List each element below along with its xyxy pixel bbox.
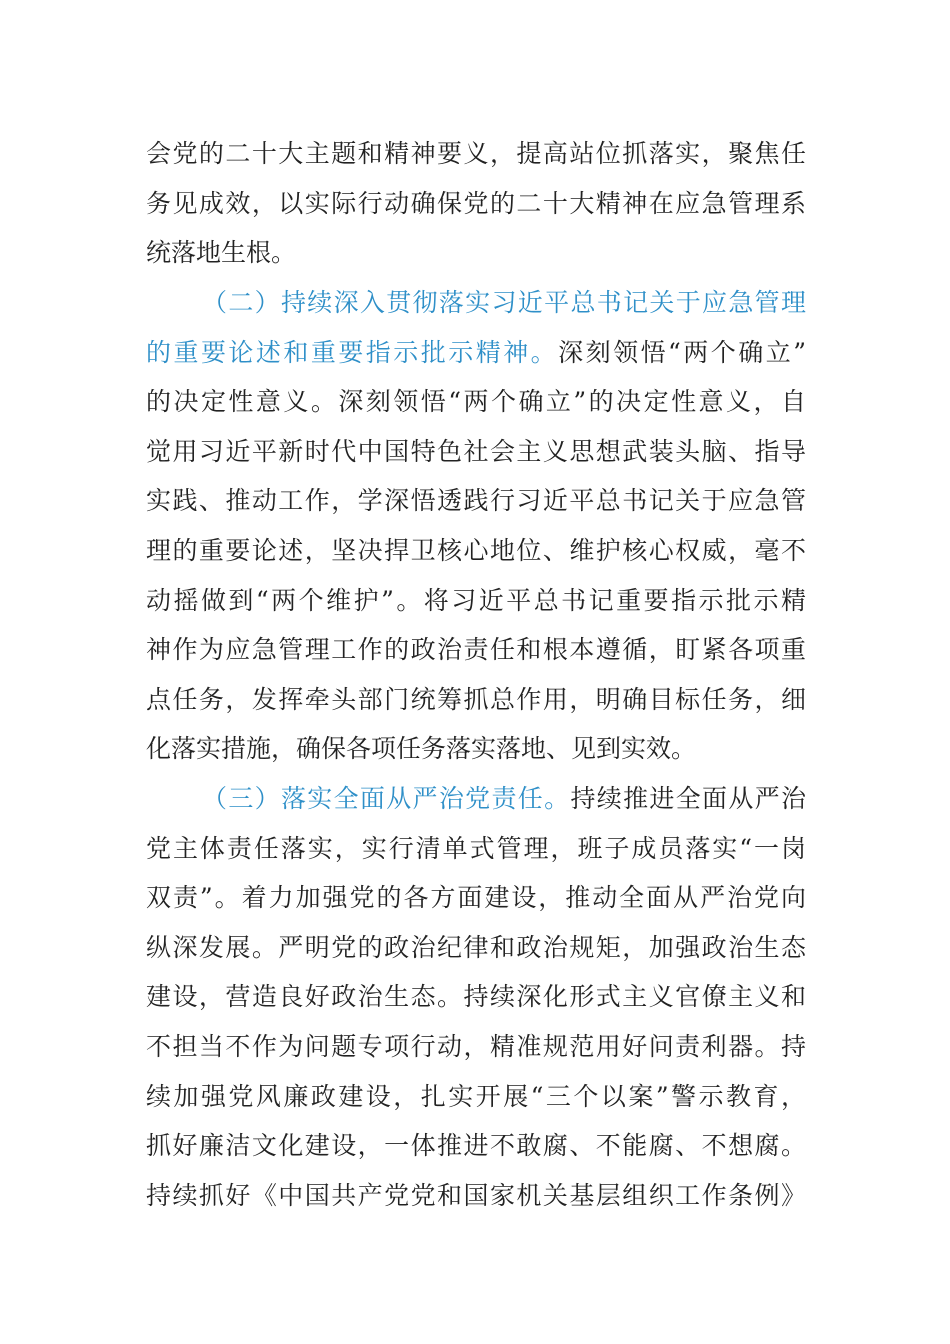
paragraph-line: 建设，营造良好政治生态。持续深化形式主义官僚主义和 <box>146 982 806 1012</box>
paragraph-line: 理的重要论述，坚决捍卫核心地位、维护核心权威，毫不 <box>146 535 806 565</box>
paragraph-line: 不担当不作为问题专项行动，精准规范用好问责利器。持 <box>146 1031 806 1061</box>
section-heading <box>146 278 806 328</box>
paragraph-line: 的决定性意义。深刻领悟“两个确立”的决定性意义，自 <box>146 387 806 417</box>
paragraph-body-text: 持续推进全面从严治 <box>570 784 806 813</box>
paragraph-line: 抓好廉洁文化建设，一体推进不敢腐、不能腐、不想腐。 <box>146 1131 806 1161</box>
paragraph-line: 续加强党风廉政建设，扎实开展“三个以案”警示教育， <box>146 1081 806 1111</box>
paragraph-body-text: 深刻领悟“两个确立” <box>558 337 806 367</box>
paragraph-line: 化落实措施，确保各项任务落实落地、见到实效。 <box>146 734 697 764</box>
section-heading-text: （三）落实全面从严治党责任。 <box>202 784 571 813</box>
paragraph-line <box>146 774 806 824</box>
paragraph-line: 持续抓好《中国共产党党和国家机关基层组织工作条例》 <box>146 1180 806 1210</box>
paragraph-line: 统落地生根。 <box>146 238 297 268</box>
paragraph-line: 双责”。着力加强党的各方面建设，推动全面从严治党向 <box>146 883 806 913</box>
paragraph-line: 实践、推动工作，学深悟透践行习近平总书记关于应急管 <box>146 486 806 516</box>
section-heading-text: 的重要论述和重要指示批示精神。 <box>146 337 559 367</box>
paragraph-line: 纵深发展。严明党的政治纪律和政治规矩，加强政治生态 <box>146 932 806 962</box>
paragraph-line: 觉用习近平新时代中国特色社会主义思想武装头脑、指导 <box>146 436 806 466</box>
paragraph-3 <box>146 774 806 1220</box>
paragraph-line: 党主体责任落实，实行清单式管理，班子成员落实“一岗 <box>146 833 806 863</box>
paragraph-line: 会党的二十大主题和精神要义，提高站位抓落实，聚焦任 <box>146 139 806 168</box>
paragraph-line: 点任务，发挥牵头部门统筹抓总作用，明确目标任务，细 <box>146 684 806 714</box>
paragraph-1 <box>146 129 806 278</box>
paragraph-line <box>146 328 806 378</box>
paragraph-line: 务见成效，以实际行动确保党的二十大精神在应急管理系 <box>146 188 806 218</box>
paragraph-line: 神作为应急管理工作的政治责任和根本遵循，盯紧各项重 <box>146 635 806 665</box>
paragraph-2 <box>146 278 806 774</box>
section-heading-text: （二）持续深入贯彻落实习近平总书记关于应急管理 <box>202 288 806 317</box>
paragraph-line: 动摇做到“两个维护”。将习近平总书记重要指示批示精 <box>146 585 806 615</box>
